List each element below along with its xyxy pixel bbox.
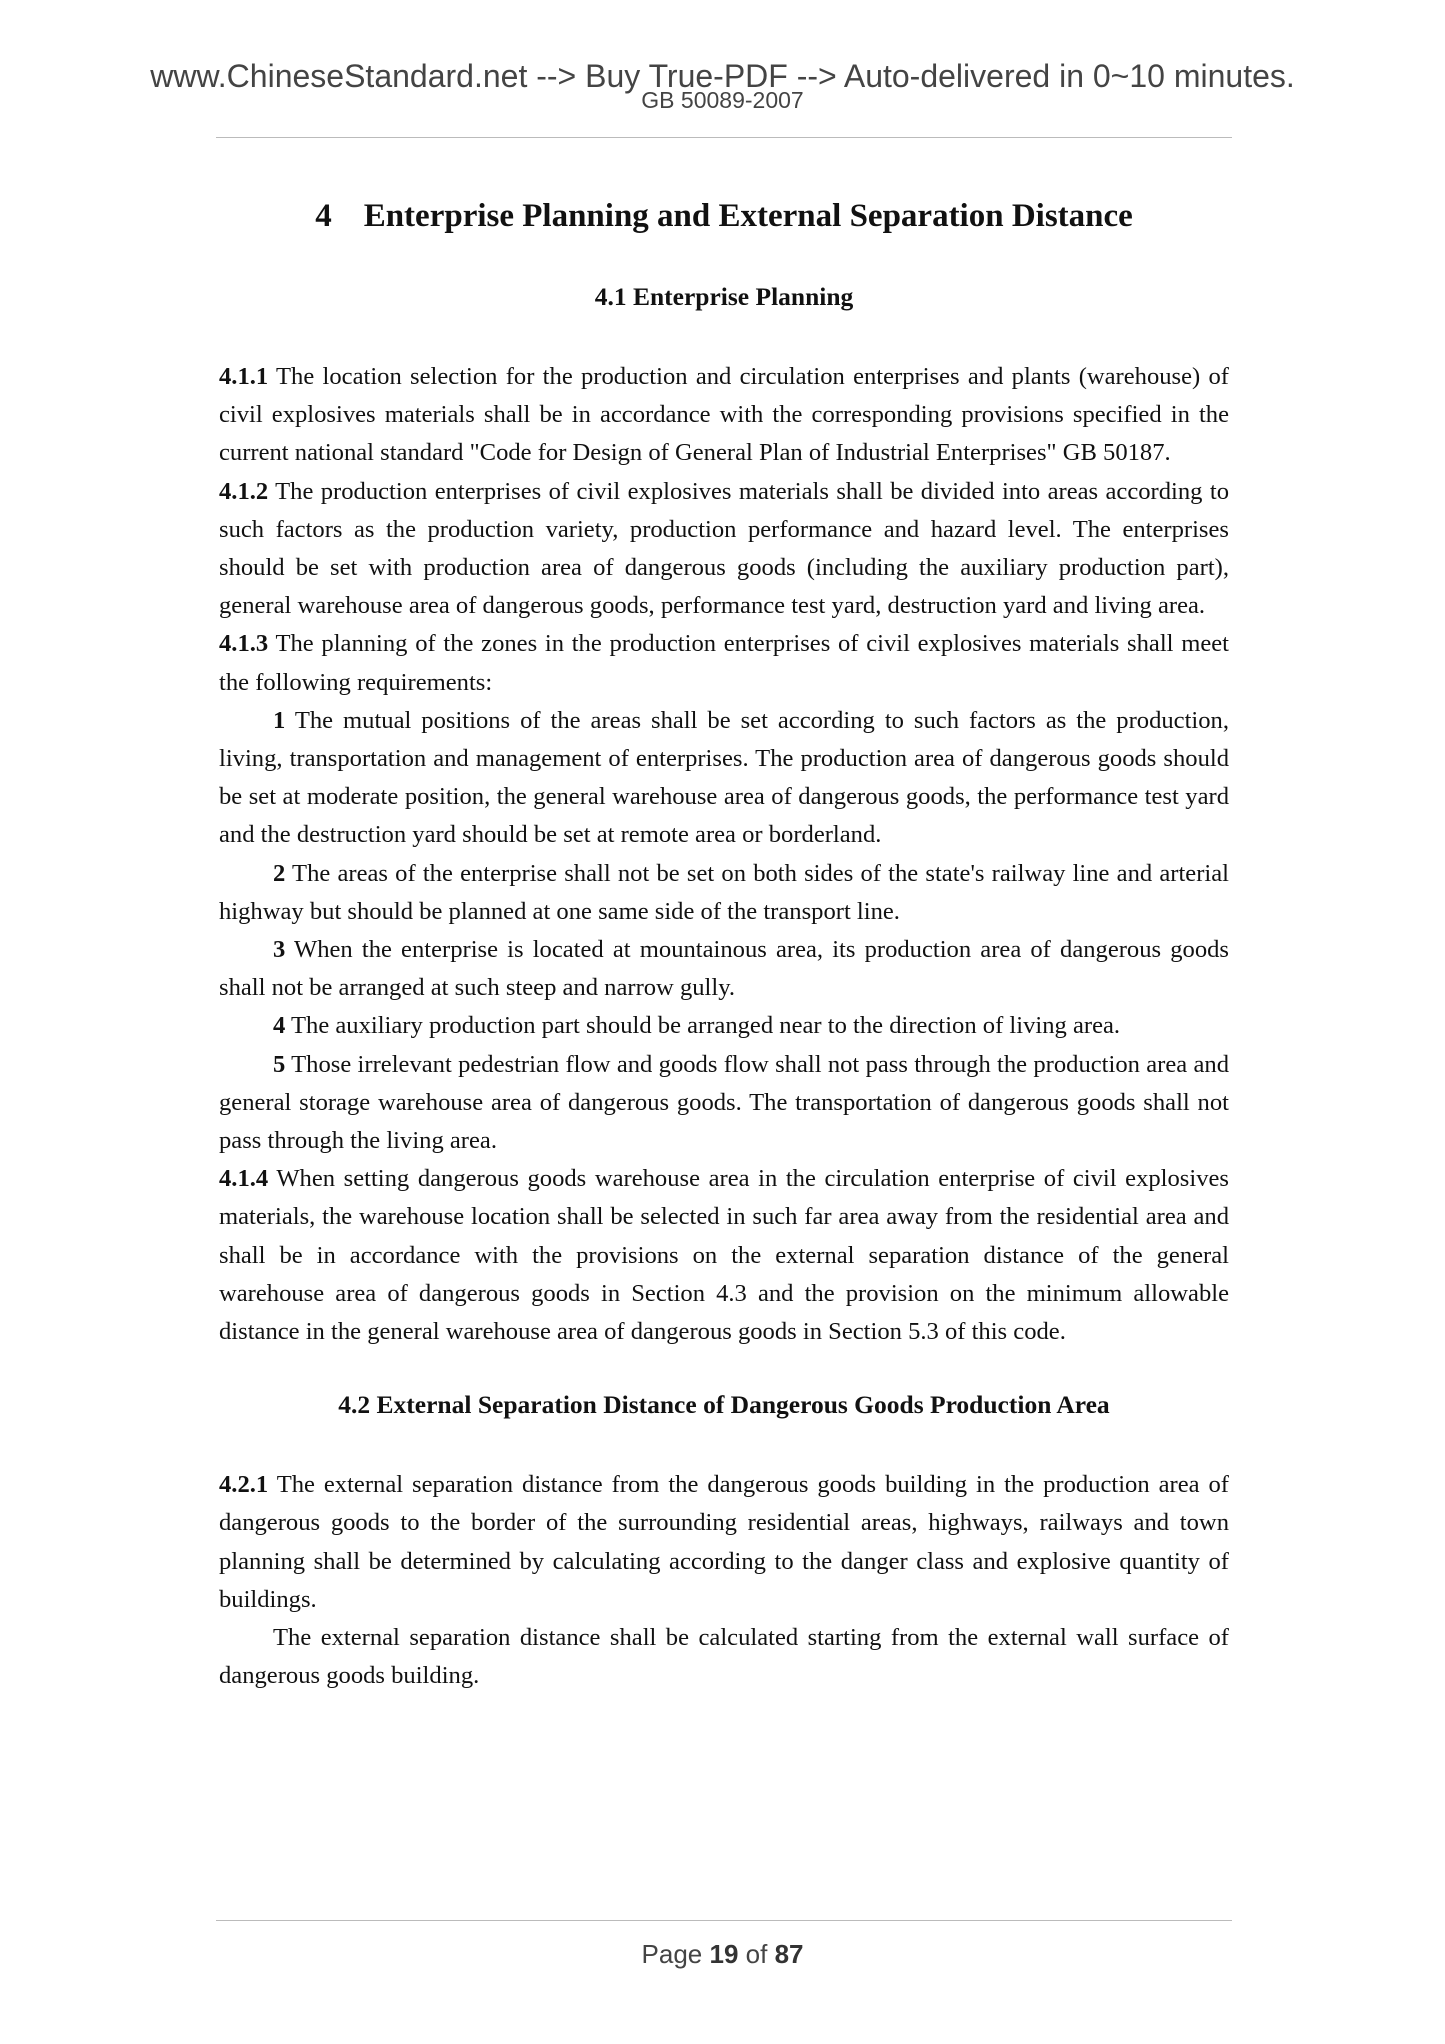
clause-text: The planning of the zones in the production enterprises of civil explosives materials shall meet the following requirements: xyxy=(219,630,1229,696)
list-item xyxy=(219,1007,1229,1045)
list-item xyxy=(219,1046,1229,1161)
clause-text: The location selection for the production and circulation enterprises and plants (warehouse) of civil explosives materials shall be in accordance with the corresponding provisions specified in the current national standard "Code for Design of General Plan of Industrial Enterprises" GB 50187. xyxy=(219,363,1229,467)
item-number: 1 xyxy=(273,706,286,734)
list-item xyxy=(219,702,1229,855)
clause-4-1-2 xyxy=(219,473,1229,626)
clause-text: The external separation distance from the dangerous goods building in the production area of dangerous goods to the border of the surrounding residential areas, highways, railways and town planning shall be determined by calculating according to the danger class and explosive quantity of buildings. xyxy=(219,1471,1229,1613)
item-number: 3 xyxy=(273,936,286,964)
clause-number: 4.1.2 xyxy=(219,477,269,505)
item-text: When the enterprise is located at mountainous area, its production area of dangerous goods shall not be arranged at such steep and narrow gully. xyxy=(219,936,1229,1002)
total-pages: 87 xyxy=(774,1939,804,1969)
section-title-4-1: 4.1 Enterprise Planning xyxy=(594,282,854,311)
clause-text: When setting dangerous goods warehouse area in the circulation enterprise of civil explosives materials, the warehouse location shall be selected in such far area away from the residential area and shall be in accordance with the provisions on the external separation distance of the general warehouse area of dangerous goods in Section 4.3 and the provision on the minimum allowable distance in the general warehouse area of dangerous goods in Section 5.3 of this code. xyxy=(219,1165,1229,1346)
clause-4-2-1 xyxy=(219,1466,1229,1619)
clause-number: 4.1.4 xyxy=(219,1165,269,1193)
chapter-title xyxy=(219,196,1229,236)
page-footer xyxy=(0,1939,1445,1969)
clause-4-1-4 xyxy=(219,1160,1229,1351)
item-text: Those irrelevant pedestrian flow and goods flow shall not pass through the production area and general storage warehouse area of dangerous goods. The transportation of dangerous goods shall not pass through the living area. xyxy=(219,1050,1229,1155)
of-label: of xyxy=(745,1939,768,1969)
list-item xyxy=(219,931,1229,1007)
header-divider xyxy=(216,137,1232,138)
clause-4-1-3 xyxy=(219,625,1229,701)
source-banner: www.ChineseStandard.net --> Buy True-PDF --> Auto-delivered in 0~10 minutes. xyxy=(150,58,1295,94)
standard-code: GB 50089-2007 xyxy=(641,87,804,113)
clause-text: The production enterprises of civil explosives materials shall be divided into areas according to such factors as the production variety, production performance and hazard level. The enterprises should be set with production area of dangerous goods (including the auxiliary production part), general warehouse area of dangerous goods, performance test yard, destruction yard and living area. xyxy=(219,477,1229,620)
item-text: The mutual positions of the areas shall be set according to such factors as the production, living, transportation and management of enterprises. The production area of dangerous goods should be set at moderate position, the general warehouse area of dangerous goods, the performance test yard and the destruction yard should be set at remote area or borderland. xyxy=(219,706,1229,849)
chapter-number: 4 xyxy=(315,198,332,234)
item-number: 4 xyxy=(273,1012,286,1040)
list-item xyxy=(219,855,1229,931)
item-text: The auxiliary production part should be arranged near to the direction of living area. xyxy=(285,1012,1121,1040)
clause-4-2-1-paragraph: The external separation distance shall be calculated starting from the external wall surface of dangerous goods building. xyxy=(219,1624,1229,1690)
page-number: 19 xyxy=(709,1939,739,1969)
clause-number: 4.1.1 xyxy=(219,363,269,390)
page-body xyxy=(219,196,1229,1696)
footer-divider xyxy=(216,1920,1232,1921)
clause-number: 4.2.1 xyxy=(219,1471,269,1499)
item-number: 5 xyxy=(273,1050,286,1078)
chapter-title-text: Enterprise Planning and External Separation Distance xyxy=(363,198,1133,234)
section-title-4-2: 4.2 External Separation Distance of Dangerous Goods Production Area xyxy=(338,1390,1110,1420)
clause-number: 4.1.3 xyxy=(219,630,269,658)
page-label: Page xyxy=(641,1939,703,1969)
clause-4-1-1 xyxy=(219,358,1229,473)
item-text: The areas of the enterprise shall not be set on both sides of the state's railway line and arterial highway but should be planned at one same side of the transport line. xyxy=(219,859,1229,925)
item-number: 2 xyxy=(273,859,286,887)
